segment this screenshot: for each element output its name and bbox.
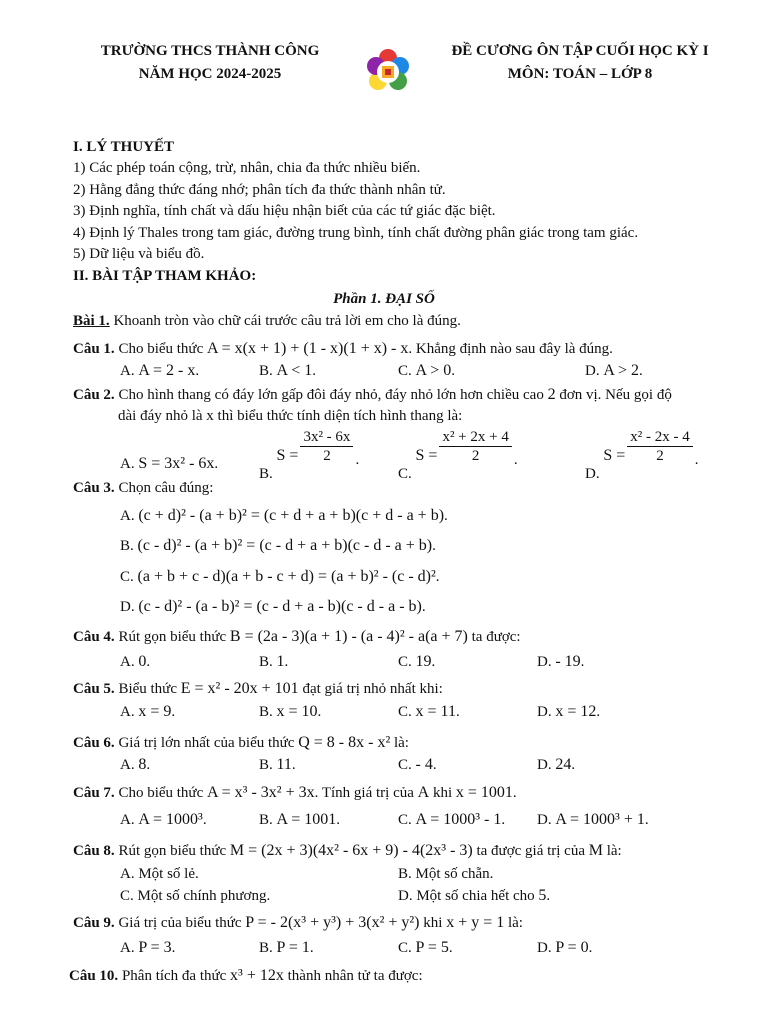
theory-item: 1) Các phép toán cộng, trừ, nhân, chia đa thức nhiều biến. (73, 160, 421, 176)
question-text: dài đáy nhỏ là x thì biểu thức tính diện tích hình thang là: (118, 408, 463, 424)
option-b: B. A < 1. (259, 362, 316, 379)
option-a: A. Một số lẻ. (120, 866, 199, 882)
question-3 (73, 478, 213, 498)
math-expression: x³ + 12x (230, 967, 284, 984)
option-b: B. S = $\frac{\text{3x² - 6x}}{2}$ . (259, 429, 360, 482)
option-d: D. 24. (537, 756, 576, 773)
option-a: A. A = 2 - x. (120, 362, 200, 379)
question-2: Câu 2. Cho hình thang có đáy lớn gấp đôi đáy nhỏ, đáy nhỏ lớn hơn chiều cao 2 đơn vị. Nếu gọi độ (73, 386, 672, 403)
option-a: A. x = 9. (120, 703, 176, 720)
question-8: Câu 8. Rút gọn biểu thức M = (2x + 3)(4x² - 6x + 9) - 4(2x³ - 3) ta được giá trị của M là: (73, 842, 622, 859)
question-label: Câu 4. (73, 629, 115, 645)
theory-item: 4) Định lý Thales trong tam giác, đường trung bình, tính chất đường phân giác trong tam giác. (73, 225, 639, 241)
math-expression: A = x³ - 3x² + 3x (206, 784, 315, 801)
question-label: Câu 7. (73, 785, 115, 801)
option-d: D. A = 1000³ + 1. (537, 811, 649, 828)
math-expression: P = - 2(x³ + y³) + 3(x² + y²) (245, 914, 420, 931)
question-text: Chọn câu đúng: (118, 480, 214, 496)
math-expression: B = (2a - 3)(a + 1) - (a - 4)² - a(a + 7) (229, 628, 468, 645)
question-10: Câu 10. Phân tích đa thức x³ + 12x thành nhân tử ta được: (69, 967, 423, 984)
theory-heading: I. LÝ THUYẾT (73, 139, 175, 155)
question-label: Câu 5. (73, 681, 115, 697)
option-d: D. S = $\frac{\text{x² - 2x - 4}}{2}$ . (585, 429, 699, 482)
option-b: B. 1. (259, 653, 289, 670)
question-text: . Khẳng định nào sau đây là đúng. (408, 341, 613, 357)
question-4: Câu 4. Rút gọn biểu thức B = (2a - 3)(a + 1) - (a - 4)² - a(a + 7) ta được: (73, 628, 521, 645)
bai-text: Khoanh tròn vào chữ cái trước câu trả lời em cho là đúng. (109, 313, 461, 329)
option-c: C. P = 5. (398, 939, 453, 956)
question-text: Rút gọn biểu thức (118, 629, 230, 645)
option-b: B. 11. (259, 756, 296, 773)
question-5: Câu 5. Biểu thức E = x² - 20x + 101 đạt giá trị nhỏ nhất khi: (73, 680, 443, 697)
subject-line: MÔN: TOÁN – LỚP 8 (507, 66, 653, 82)
option-d: D. P = 0. (537, 939, 593, 956)
option-a: A. P = 3. (120, 939, 176, 956)
option-c: C. x = 11. (398, 703, 460, 720)
option-c: C. A = 1000³ - 1. (398, 811, 506, 828)
header-left (60, 40, 360, 86)
question-text: Cho biểu thức (118, 341, 207, 357)
school-name: TRƯỜNG THCS THÀNH CÔNG (100, 43, 320, 59)
question-label: Câu 9. (73, 915, 115, 931)
theory-item: 3) Định nghĩa, tính chất và dấu hiệu nhận biết của các tứ giác đặc biệt. (73, 203, 496, 219)
option-d: D. - 19. (537, 653, 585, 670)
fraction: $\frac{\text{3x² - 6x}}{2}$ (300, 428, 353, 465)
option-b: B. Một số chẵn. (398, 866, 494, 882)
bai-label: Bài 1. (73, 313, 110, 329)
option-a: A. S = 3x² - 6x. (120, 455, 219, 472)
fraction: $\frac{\text{x² - 2x - 4}}{2}$ (627, 428, 693, 465)
option-a: A. 0. (120, 653, 151, 670)
option-d: D. x = 12. (537, 703, 601, 720)
option-b: B. P = 1. (259, 939, 314, 956)
question-label: Câu 3. (73, 480, 115, 496)
question-label: Câu 6. (73, 735, 115, 751)
math-expression: A = x(x + 1) + (1 - x)(1 + x) - x (206, 340, 409, 357)
option-c: C. 19. (398, 653, 436, 670)
option-d: D. Một số chia hết cho 5. (398, 887, 551, 904)
question-7: Câu 7. Cho biểu thức A = x³ - 3x² + 3x. Tính giá trị của A khi x = 1001. (73, 784, 517, 801)
part-title: Phần 1. ĐẠI SỐ (333, 291, 435, 307)
question-label: Câu 2. (73, 387, 115, 403)
fraction: $\frac{\text{x² + 2x + 4}}{2}$ (439, 428, 511, 465)
theory-item: 2) Hằng đẳng thức đáng nhớ; phân tích đa thức thành nhân tử. (73, 182, 446, 198)
document-title: ĐỀ CƯƠNG ÔN TẬP CUỐI HỌC KỲ I (451, 43, 709, 59)
option-b: B. A = 1001. (259, 811, 340, 828)
option-c: C. (a + b + c - d)(a + b - c + d) = (a + b)² - (c - d)². (120, 568, 440, 585)
math-expression: Q = 8 - 8x - x² (298, 734, 391, 751)
option-a: A. (c + d)² - (a + b)² = (c + d + a + b)(c + d - a + b). (120, 507, 448, 524)
school-logo-icon (366, 48, 410, 96)
option-a: A. A = 1000³. (120, 811, 207, 828)
question-label: Câu 1. (73, 341, 115, 357)
option-c: C. A > 0. (398, 362, 455, 379)
option-c: C. S = $\frac{\text{x² + 2x + 4}}{2}$ . (398, 429, 518, 482)
option-b: B. (c - d)² - (a + b)² = (c - d + a + b)(c - d - a + b). (120, 537, 436, 554)
exercises-heading: II. BÀI TẬP THAM KHẢO: (73, 268, 257, 284)
math-expression: E = x² - 20x + 101 (180, 680, 299, 697)
option-b: B. x = 10. (259, 703, 322, 720)
theory-item: 5) Dữ liệu và biểu đồ. (73, 246, 205, 262)
bai-1 (73, 311, 461, 331)
question-text: Cho hình thang có đáy lớn gấp đôi đáy nhỏ, đáy nhỏ lớn hơn chiều cao (118, 387, 548, 403)
option-a: A. 8. (120, 756, 151, 773)
header-right (420, 40, 740, 86)
option-d: D. (c - d)² - (a - b)² = (c - d + a - b)(c - d - a - b). (120, 598, 426, 615)
option-c: C. Một số chính phương. (120, 888, 271, 904)
school-year: NĂM HỌC 2024-2025 (138, 66, 282, 82)
question-6: Câu 6. Giá trị lớn nhất của biểu thức Q = 8 - 8x - x² là: (73, 734, 409, 751)
option-c: C. - 4. (398, 756, 437, 773)
option-d: D. A > 2. (585, 362, 643, 379)
question-label: Câu 10. (69, 968, 119, 984)
question-label: Câu 8. (73, 843, 115, 859)
question-1 (73, 339, 613, 359)
math-expression: M = (2x + 3)(4x² - 6x + 9) - 4(2x³ - 3) (229, 842, 473, 859)
question-9: Câu 9. Giá trị của biểu thức P = - 2(x³ + y³) + 3(x² + y²) khi x + y = 1 là: (73, 914, 523, 931)
